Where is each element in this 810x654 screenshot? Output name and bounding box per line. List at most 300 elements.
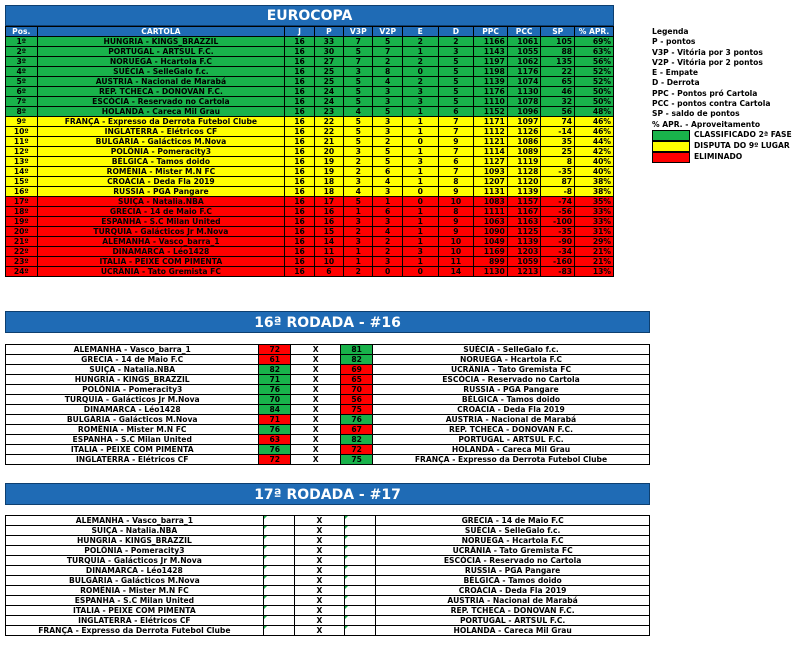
cell-sp: 65 xyxy=(541,77,575,87)
home-team: ITALIA - PEIXE COM PIMENTA xyxy=(6,445,259,455)
cell-pos: 21º xyxy=(6,237,38,247)
cell-pos: 7º xyxy=(6,97,38,107)
cell-name: ITALIA - PEIXE COM PIMENTA xyxy=(37,257,285,267)
away-team: CROÁCIA - Deda Fla 2019 xyxy=(376,586,650,596)
home-team: BULGÁRIA - Galácticos M.Nova xyxy=(6,415,259,425)
cell-sp: -34 xyxy=(541,247,575,257)
cell-p: 25 xyxy=(314,77,343,87)
home-score xyxy=(263,526,294,536)
cell-j: 16 xyxy=(285,117,314,127)
cell-v2p: 3 xyxy=(373,87,402,97)
away-team: UCRÂNIA - Tato Gremista FC xyxy=(376,546,650,556)
cell-j: 16 xyxy=(285,237,314,247)
cell-name: PORTUGAL - ARTSUL F.C. xyxy=(37,47,285,57)
home-score: 72 xyxy=(259,455,291,465)
home-score xyxy=(263,576,294,586)
cell-pos: 11º xyxy=(6,137,38,147)
vs-label: X xyxy=(294,616,344,626)
cell-apr: 42% xyxy=(575,147,614,157)
cell-pcc: 1074 xyxy=(507,77,541,87)
table-row xyxy=(6,117,614,127)
cell-name: CROÁCIA - Deda Fla 2019 xyxy=(37,177,285,187)
away-team: REP. TCHECA - DONOVAN F.C. xyxy=(372,425,649,435)
vs-label: X xyxy=(294,526,344,536)
legend-title: Legenda xyxy=(652,27,689,36)
cell-sp: -74 xyxy=(541,197,575,207)
cell-apr: 56% xyxy=(575,57,614,67)
cell-v3p: 2 xyxy=(344,267,373,277)
cell-ppc: 1063 xyxy=(474,217,508,227)
cell-apr: 69% xyxy=(575,37,614,47)
match-row xyxy=(6,616,650,626)
away-team: CROÁCIA - Deda Fla 2019 xyxy=(372,405,649,415)
cell-pos: 3º xyxy=(6,57,38,67)
cell-pcc: 1125 xyxy=(507,227,541,237)
match-row xyxy=(6,546,650,556)
legend-item: V3P - Vitória por 3 pontos xyxy=(652,47,763,57)
cell-p: 19 xyxy=(314,157,343,167)
table-row xyxy=(6,147,614,157)
cell-v3p: 5 xyxy=(344,127,373,137)
header-cell: PCC xyxy=(507,27,541,37)
legend-key-label: DISPUTA DO 9º LUGAR xyxy=(694,141,790,151)
table-row xyxy=(6,127,614,137)
home-team: DINAMARCA - Léo1428 xyxy=(6,566,264,576)
vs-label: X xyxy=(291,365,341,375)
header-cell: Pos. xyxy=(6,27,38,37)
cell-v2p: 3 xyxy=(373,127,402,137)
cell-ppc: 1114 xyxy=(474,147,508,157)
cell-pos: 9º xyxy=(6,117,38,127)
cell-p: 24 xyxy=(314,87,343,97)
cell-ppc: 1049 xyxy=(474,237,508,247)
cell-name: HOLANDA - Careca Mil Grau xyxy=(37,107,285,117)
cell-p: 10 xyxy=(314,257,343,267)
cell-name: FRANÇA - Expresso da Derrota Futebol Clube xyxy=(37,117,285,127)
round17-table xyxy=(5,515,650,636)
vs-label: X xyxy=(294,606,344,616)
away-team: RUSSIA - PGA Pangare xyxy=(376,566,650,576)
legend-item: V2P - Vitória por 2 pontos xyxy=(652,57,763,67)
cell-apr: 38% xyxy=(575,187,614,197)
table-row xyxy=(6,257,614,267)
header-cell: V3P xyxy=(344,27,373,37)
cell-v3p: 4 xyxy=(344,187,373,197)
cell-p: 22 xyxy=(314,117,343,127)
cell-ppc: 1130 xyxy=(474,267,508,277)
cell-v2p: 3 xyxy=(373,217,402,227)
away-score xyxy=(345,526,376,536)
cell-ppc: 1131 xyxy=(474,187,508,197)
table-row xyxy=(6,177,614,187)
cell-name: BÉLGICA - Tamos doido xyxy=(37,157,285,167)
cell-v2p: 0 xyxy=(373,267,402,277)
match-row xyxy=(6,355,650,365)
legend xyxy=(652,27,792,163)
home-score: 76 xyxy=(259,385,291,395)
cell-sp: 22 xyxy=(541,67,575,77)
cell-sp: 46 xyxy=(541,87,575,97)
cell-v3p: 3 xyxy=(344,67,373,77)
away-score xyxy=(345,516,376,526)
vs-label: X xyxy=(294,556,344,566)
legend-key xyxy=(652,130,792,141)
cell-j: 16 xyxy=(285,37,314,47)
cell-v2p: 8 xyxy=(373,67,402,77)
cell-d: 7 xyxy=(438,147,474,157)
cell-apr: 21% xyxy=(575,247,614,257)
away-team: SUÉCIA - SelleGalo f.c. xyxy=(376,526,650,536)
cell-v2p: 6 xyxy=(373,167,402,177)
home-score: 82 xyxy=(259,365,291,375)
cell-ppc: 1176 xyxy=(474,87,508,97)
cell-pos: 15º xyxy=(6,177,38,187)
home-team: SUIÇA - Natalia.NBA xyxy=(6,526,264,536)
cell-e: 3 xyxy=(402,97,438,107)
away-team: ESCÓCIA - Reservado no Cartola xyxy=(376,556,650,566)
match-row xyxy=(6,405,650,415)
cell-pcc: 1061 xyxy=(507,37,541,47)
header-cell: CARTOLA xyxy=(37,27,285,37)
away-score xyxy=(345,546,376,556)
cell-ppc: 1198 xyxy=(474,67,508,77)
cell-p: 11 xyxy=(314,247,343,257)
cell-v2p: 1 xyxy=(373,197,402,207)
cell-e: 3 xyxy=(402,87,438,97)
home-team: SUIÇA - Natalia.NBA xyxy=(6,365,259,375)
match-row xyxy=(6,365,650,375)
away-team: GRECIA - 14 de Maio F.C xyxy=(376,516,650,526)
home-team: ALEMANHA - Vasco_barra_1 xyxy=(6,516,264,526)
vs-label: X xyxy=(294,536,344,546)
legend-item: % APR. - Aproveitamento xyxy=(652,119,761,129)
cell-e: 0 xyxy=(402,67,438,77)
home-team: GRECIA - 14 de Maio F.C xyxy=(6,355,259,365)
home-team: BULGÁRIA - Galácticos M.Nova xyxy=(6,576,264,586)
home-team: DINAMARCA - Léo1428 xyxy=(6,405,259,415)
cell-pos: 14º xyxy=(6,167,38,177)
cell-e: 2 xyxy=(402,37,438,47)
cell-j: 16 xyxy=(285,67,314,77)
cell-name: SUÉCIA - SelleGalo f.c. xyxy=(37,67,285,77)
vs-label: X xyxy=(291,405,341,415)
match-row xyxy=(6,586,650,596)
table-row xyxy=(6,167,614,177)
cell-j: 16 xyxy=(285,207,314,217)
match-row xyxy=(6,516,650,526)
cell-apr: 50% xyxy=(575,97,614,107)
away-team: NORUEGA - Hcartola F.C xyxy=(372,355,649,365)
cell-v2p: 4 xyxy=(373,177,402,187)
cell-apr: 52% xyxy=(575,77,614,87)
cell-v2p: 2 xyxy=(373,247,402,257)
away-score xyxy=(345,586,376,596)
cell-apr: 46% xyxy=(575,117,614,127)
cell-apr: 52% xyxy=(575,67,614,77)
table-row xyxy=(6,87,614,97)
cell-pcc: 1139 xyxy=(507,237,541,247)
away-score xyxy=(345,626,376,636)
home-score xyxy=(263,556,294,566)
home-team: FRANÇA - Expresso da Derrota Futebol Clube xyxy=(6,626,264,636)
legend-item: D - Derrota xyxy=(652,78,700,88)
cell-v3p: 5 xyxy=(344,77,373,87)
home-team: TURQUIA - Galácticos Jr M.Nova xyxy=(6,395,259,405)
away-score xyxy=(345,566,376,576)
cell-pcc: 1096 xyxy=(507,107,541,117)
away-score xyxy=(345,606,376,616)
cell-sp: 88 xyxy=(541,47,575,57)
home-score: 71 xyxy=(259,415,291,425)
cell-v3p: 3 xyxy=(344,237,373,247)
cell-v3p: 3 xyxy=(344,217,373,227)
cell-v3p: 2 xyxy=(344,157,373,167)
match-row xyxy=(6,395,650,405)
cell-apr: 48% xyxy=(575,107,614,117)
cell-pcc: 1126 xyxy=(507,127,541,137)
away-score: 76 xyxy=(341,415,373,425)
cell-e: 1 xyxy=(402,257,438,267)
match-row xyxy=(6,536,650,546)
match-row xyxy=(6,556,650,566)
away-team: FRANÇA - Expresso da Derrota Futebol Clube xyxy=(372,455,649,465)
cell-d: 9 xyxy=(438,187,474,197)
away-score: 70 xyxy=(341,385,373,395)
legend-swatch xyxy=(652,141,690,152)
match-row xyxy=(6,425,650,435)
table-row xyxy=(6,37,614,47)
cell-v3p: 5 xyxy=(344,197,373,207)
away-score: 69 xyxy=(341,365,373,375)
cell-pcc: 1203 xyxy=(507,247,541,257)
cell-v2p: 3 xyxy=(373,187,402,197)
cell-pcc: 1097 xyxy=(507,117,541,127)
cell-e: 0 xyxy=(402,267,438,277)
header-cell: D xyxy=(438,27,474,37)
cell-e: 1 xyxy=(402,227,438,237)
cell-pcc: 1055 xyxy=(507,47,541,57)
cell-pos: 20º xyxy=(6,227,38,237)
cell-p: 30 xyxy=(314,47,343,57)
cell-ppc: 1090 xyxy=(474,227,508,237)
cell-pos: 23º xyxy=(6,257,38,267)
cell-d: 6 xyxy=(438,157,474,167)
cell-name: ESCÓCIA - Reservado no Cartola xyxy=(37,97,285,107)
cell-p: 18 xyxy=(314,177,343,187)
cell-sp: -56 xyxy=(541,207,575,217)
home-score: 71 xyxy=(259,375,291,385)
cell-pos: 1º xyxy=(6,37,38,47)
round16-table xyxy=(5,344,650,465)
cell-sp: 8 xyxy=(541,157,575,167)
cell-j: 16 xyxy=(285,267,314,277)
cell-name: GRECIA - 14 de Maio F.C xyxy=(37,207,285,217)
match-row xyxy=(6,626,650,636)
legend-key-label: ELIMINADO xyxy=(694,152,743,162)
away-team: HOLANDA - Careca Mil Grau xyxy=(372,445,649,455)
cell-apr: 29% xyxy=(575,237,614,247)
table-row xyxy=(6,247,614,257)
cell-sp: -83 xyxy=(541,267,575,277)
header-cell: J xyxy=(285,27,314,37)
away-score xyxy=(345,536,376,546)
cell-ppc: 1111 xyxy=(474,207,508,217)
cell-v2p: 3 xyxy=(373,117,402,127)
cell-pcc: 1130 xyxy=(507,87,541,97)
vs-label: X xyxy=(291,445,341,455)
cell-e: 1 xyxy=(402,217,438,227)
home-team: POLÔNIA - Pomeracity3 xyxy=(6,385,259,395)
cell-d: 8 xyxy=(438,207,474,217)
cell-pcc: 1120 xyxy=(507,177,541,187)
vs-label: X xyxy=(294,516,344,526)
cell-apr: 38% xyxy=(575,177,614,187)
cell-sp: -35 xyxy=(541,167,575,177)
home-team: INGLATERRA - Elétricos CF xyxy=(6,455,259,465)
home-score: 76 xyxy=(259,445,291,455)
cell-v2p: 5 xyxy=(373,157,402,167)
match-row xyxy=(6,435,650,445)
away-team: ESCÓCIA - Reservado no Cartola xyxy=(372,375,649,385)
header-cell: % APR. xyxy=(575,27,614,37)
cell-p: 33 xyxy=(314,37,343,47)
cell-sp: 135 xyxy=(541,57,575,67)
cell-d: 9 xyxy=(438,217,474,227)
cell-ppc: 1207 xyxy=(474,177,508,187)
round16-title: 16ª RODADA - #16 xyxy=(5,311,650,333)
cell-p: 19 xyxy=(314,167,343,177)
cell-sp: 74 xyxy=(541,117,575,127)
cell-v2p: 4 xyxy=(373,77,402,87)
cell-v2p: 2 xyxy=(373,57,402,67)
cell-e: 3 xyxy=(402,157,438,167)
cell-e: 1 xyxy=(402,207,438,217)
cell-p: 18 xyxy=(314,187,343,197)
standings-table xyxy=(5,26,614,277)
cell-pcc: 1119 xyxy=(507,157,541,167)
match-row xyxy=(6,345,650,355)
match-row xyxy=(6,375,650,385)
home-team: ALEMANHA - Vasco_barra_1 xyxy=(6,345,259,355)
cell-d: 10 xyxy=(438,237,474,247)
cell-v3p: 1 xyxy=(344,247,373,257)
home-score xyxy=(263,516,294,526)
table-row xyxy=(6,137,614,147)
cell-d: 9 xyxy=(438,227,474,237)
table-row xyxy=(6,77,614,87)
cell-e: 0 xyxy=(402,187,438,197)
cell-sp: -35 xyxy=(541,227,575,237)
away-team: BÉLGICA - Tamos doido xyxy=(376,576,650,586)
home-score xyxy=(263,546,294,556)
home-score: 63 xyxy=(259,435,291,445)
legend-key-label: CLASSIFICADO 2ª FASE xyxy=(694,130,792,140)
cell-v2p: 7 xyxy=(373,47,402,57)
cell-e: 1 xyxy=(402,127,438,137)
cell-d: 9 xyxy=(438,137,474,147)
cell-v2p: 5 xyxy=(373,147,402,157)
cell-apr: 40% xyxy=(575,167,614,177)
home-team: ROMÊNIA - Mister M.N FC xyxy=(6,425,259,435)
home-team: HUNGRIA - KINGS_BRAZZIL xyxy=(6,375,259,385)
table-row xyxy=(6,47,614,57)
cell-p: 21 xyxy=(314,137,343,147)
cell-name: AUSTRIA - Nacional de Marabá xyxy=(37,77,285,87)
cell-sp: 56 xyxy=(541,107,575,117)
legend-swatch xyxy=(652,152,690,163)
cell-v3p: 2 xyxy=(344,227,373,237)
cell-p: 20 xyxy=(314,147,343,157)
vs-label: X xyxy=(294,566,344,576)
cell-v3p: 1 xyxy=(344,207,373,217)
cell-pos: 13º xyxy=(6,157,38,167)
home-score: 61 xyxy=(259,355,291,365)
cell-pcc: 1167 xyxy=(507,207,541,217)
cell-p: 17 xyxy=(314,197,343,207)
cell-e: 0 xyxy=(402,197,438,207)
cell-j: 16 xyxy=(285,77,314,87)
standings-header xyxy=(6,27,614,37)
cell-name: ROMÊNIA - Mister M.N FC xyxy=(37,167,285,177)
cell-apr: 63% xyxy=(575,47,614,57)
cell-p: 6 xyxy=(314,267,343,277)
cell-ppc: 1093 xyxy=(474,167,508,177)
cell-d: 14 xyxy=(438,267,474,277)
away-score: 82 xyxy=(341,355,373,365)
cell-ppc: 1171 xyxy=(474,117,508,127)
match-row xyxy=(6,596,650,606)
legend-item: PPC - Pontos pró Cartola xyxy=(652,88,758,98)
away-team: AUSTRIA - Nacional de Marabá xyxy=(372,415,649,425)
cell-name: RUSSIA - PGA Pangare xyxy=(37,187,285,197)
cell-name: UCRÂNIA - Tato Gremista FC xyxy=(37,267,285,277)
cell-p: 25 xyxy=(314,67,343,77)
cell-pos: 6º xyxy=(6,87,38,97)
vs-label: X xyxy=(294,546,344,556)
home-score: 76 xyxy=(259,425,291,435)
cell-j: 16 xyxy=(285,227,314,237)
cell-v2p: 3 xyxy=(373,257,402,267)
legend-item: PCC - pontos contra Cartola xyxy=(652,99,771,109)
cell-sp: 32 xyxy=(541,97,575,107)
cell-v3p: 3 xyxy=(344,147,373,157)
cell-sp: 35 xyxy=(541,137,575,147)
cell-sp: -90 xyxy=(541,237,575,247)
cell-e: 1 xyxy=(402,167,438,177)
cell-v3p: 5 xyxy=(344,47,373,57)
cell-pcc: 1139 xyxy=(507,187,541,197)
vs-label: X xyxy=(291,345,341,355)
home-score xyxy=(263,566,294,576)
cell-e: 1 xyxy=(402,177,438,187)
home-team: TURQUIA - Galácticos Jr M.Nova xyxy=(6,556,264,566)
cell-apr: 40% xyxy=(575,157,614,167)
cell-pcc: 1213 xyxy=(507,267,541,277)
cell-j: 16 xyxy=(285,247,314,257)
legend-key xyxy=(652,152,792,163)
cell-e: 3 xyxy=(402,247,438,257)
cell-sp: 25 xyxy=(541,147,575,157)
cell-d: 3 xyxy=(438,47,474,57)
cell-d: 7 xyxy=(438,167,474,177)
cell-v2p: 5 xyxy=(373,37,402,47)
legend-swatch xyxy=(652,130,690,141)
table-row xyxy=(6,97,614,107)
cell-d: 10 xyxy=(438,197,474,207)
away-team: REP. TCHECA - DONOVAN F.C. xyxy=(376,606,650,616)
cell-j: 16 xyxy=(285,177,314,187)
table-row xyxy=(6,107,614,117)
